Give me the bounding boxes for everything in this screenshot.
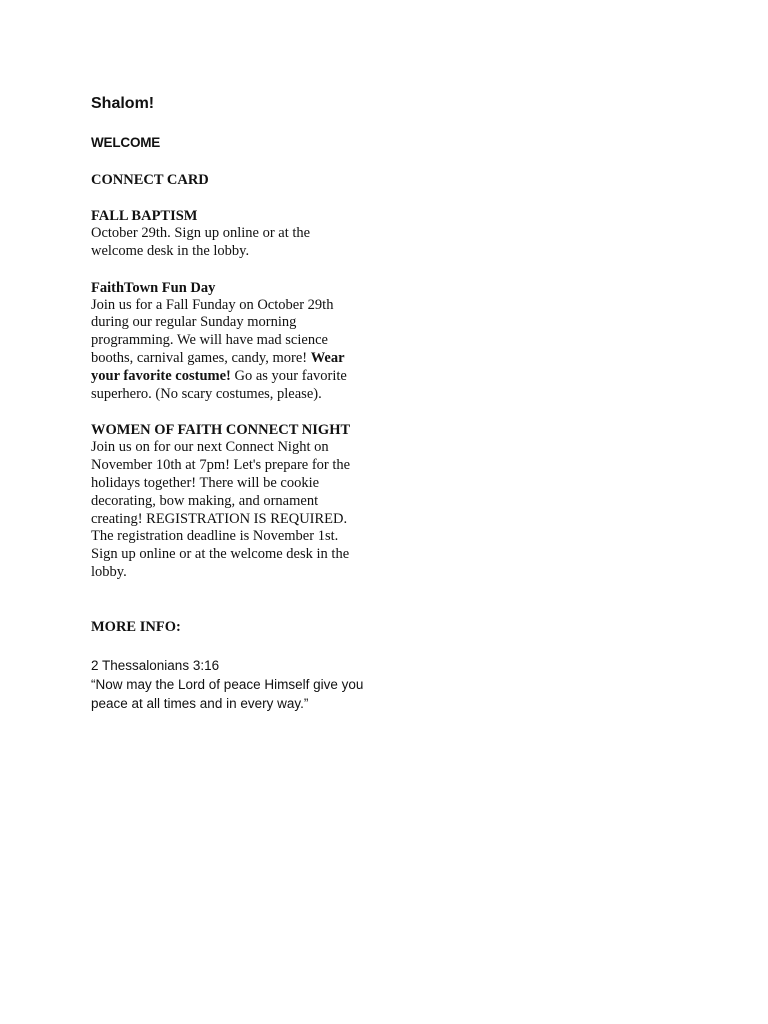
greeting-heading: Shalom! (91, 95, 155, 112)
verse-text: “Now may the Lord of peace Himself give you peace at all times and in every way.” (91, 676, 364, 711)
more-info-heading: MORE INFO: (91, 618, 181, 635)
women-connect-section (91, 421, 366, 581)
fun-day-body-bold: Wear your favorite costume! (91, 349, 345, 384)
fun-day-title: FaithTown Fun Day (91, 279, 216, 296)
bulletin-page (91, 94, 366, 713)
women-connect-body: Join us on for our next Connect Night on November 10th at 7pm! Let's prepare for the holidays together! There will be cookie decorating, bow making, and ornament creating! REGISTRATION IS REQUIRED. The registration deadline is November 1st. Sign up online or at the welcome desk in the lobby. (91, 439, 351, 580)
fun-day-section (91, 279, 366, 404)
women-connect-title: WOMEN OF FAITH CONNECT NIGHT (91, 422, 351, 439)
connect-card-heading: CONNECT CARD (91, 172, 209, 188)
welcome-heading: WELCOME (91, 135, 161, 150)
verse-reference: 2 Thessalonians 3:16 (91, 657, 220, 673)
fun-day-body (91, 297, 366, 404)
fun-day-body-end: Go as your favorite superhero. (No scary costumes, please). (91, 367, 347, 402)
fall-baptism-title: FALL BAPTISM (91, 208, 198, 224)
fall-baptism-section (91, 207, 366, 261)
fun-day-body-start: Join us for a Fall Funday on October 29th during our regular Sunday morning programming. We will have mad science booths, carnival games, candy, more! (91, 296, 334, 366)
fall-baptism-body: October 29th. Sign up online or at the welcome desk in the lobby. (91, 225, 311, 259)
